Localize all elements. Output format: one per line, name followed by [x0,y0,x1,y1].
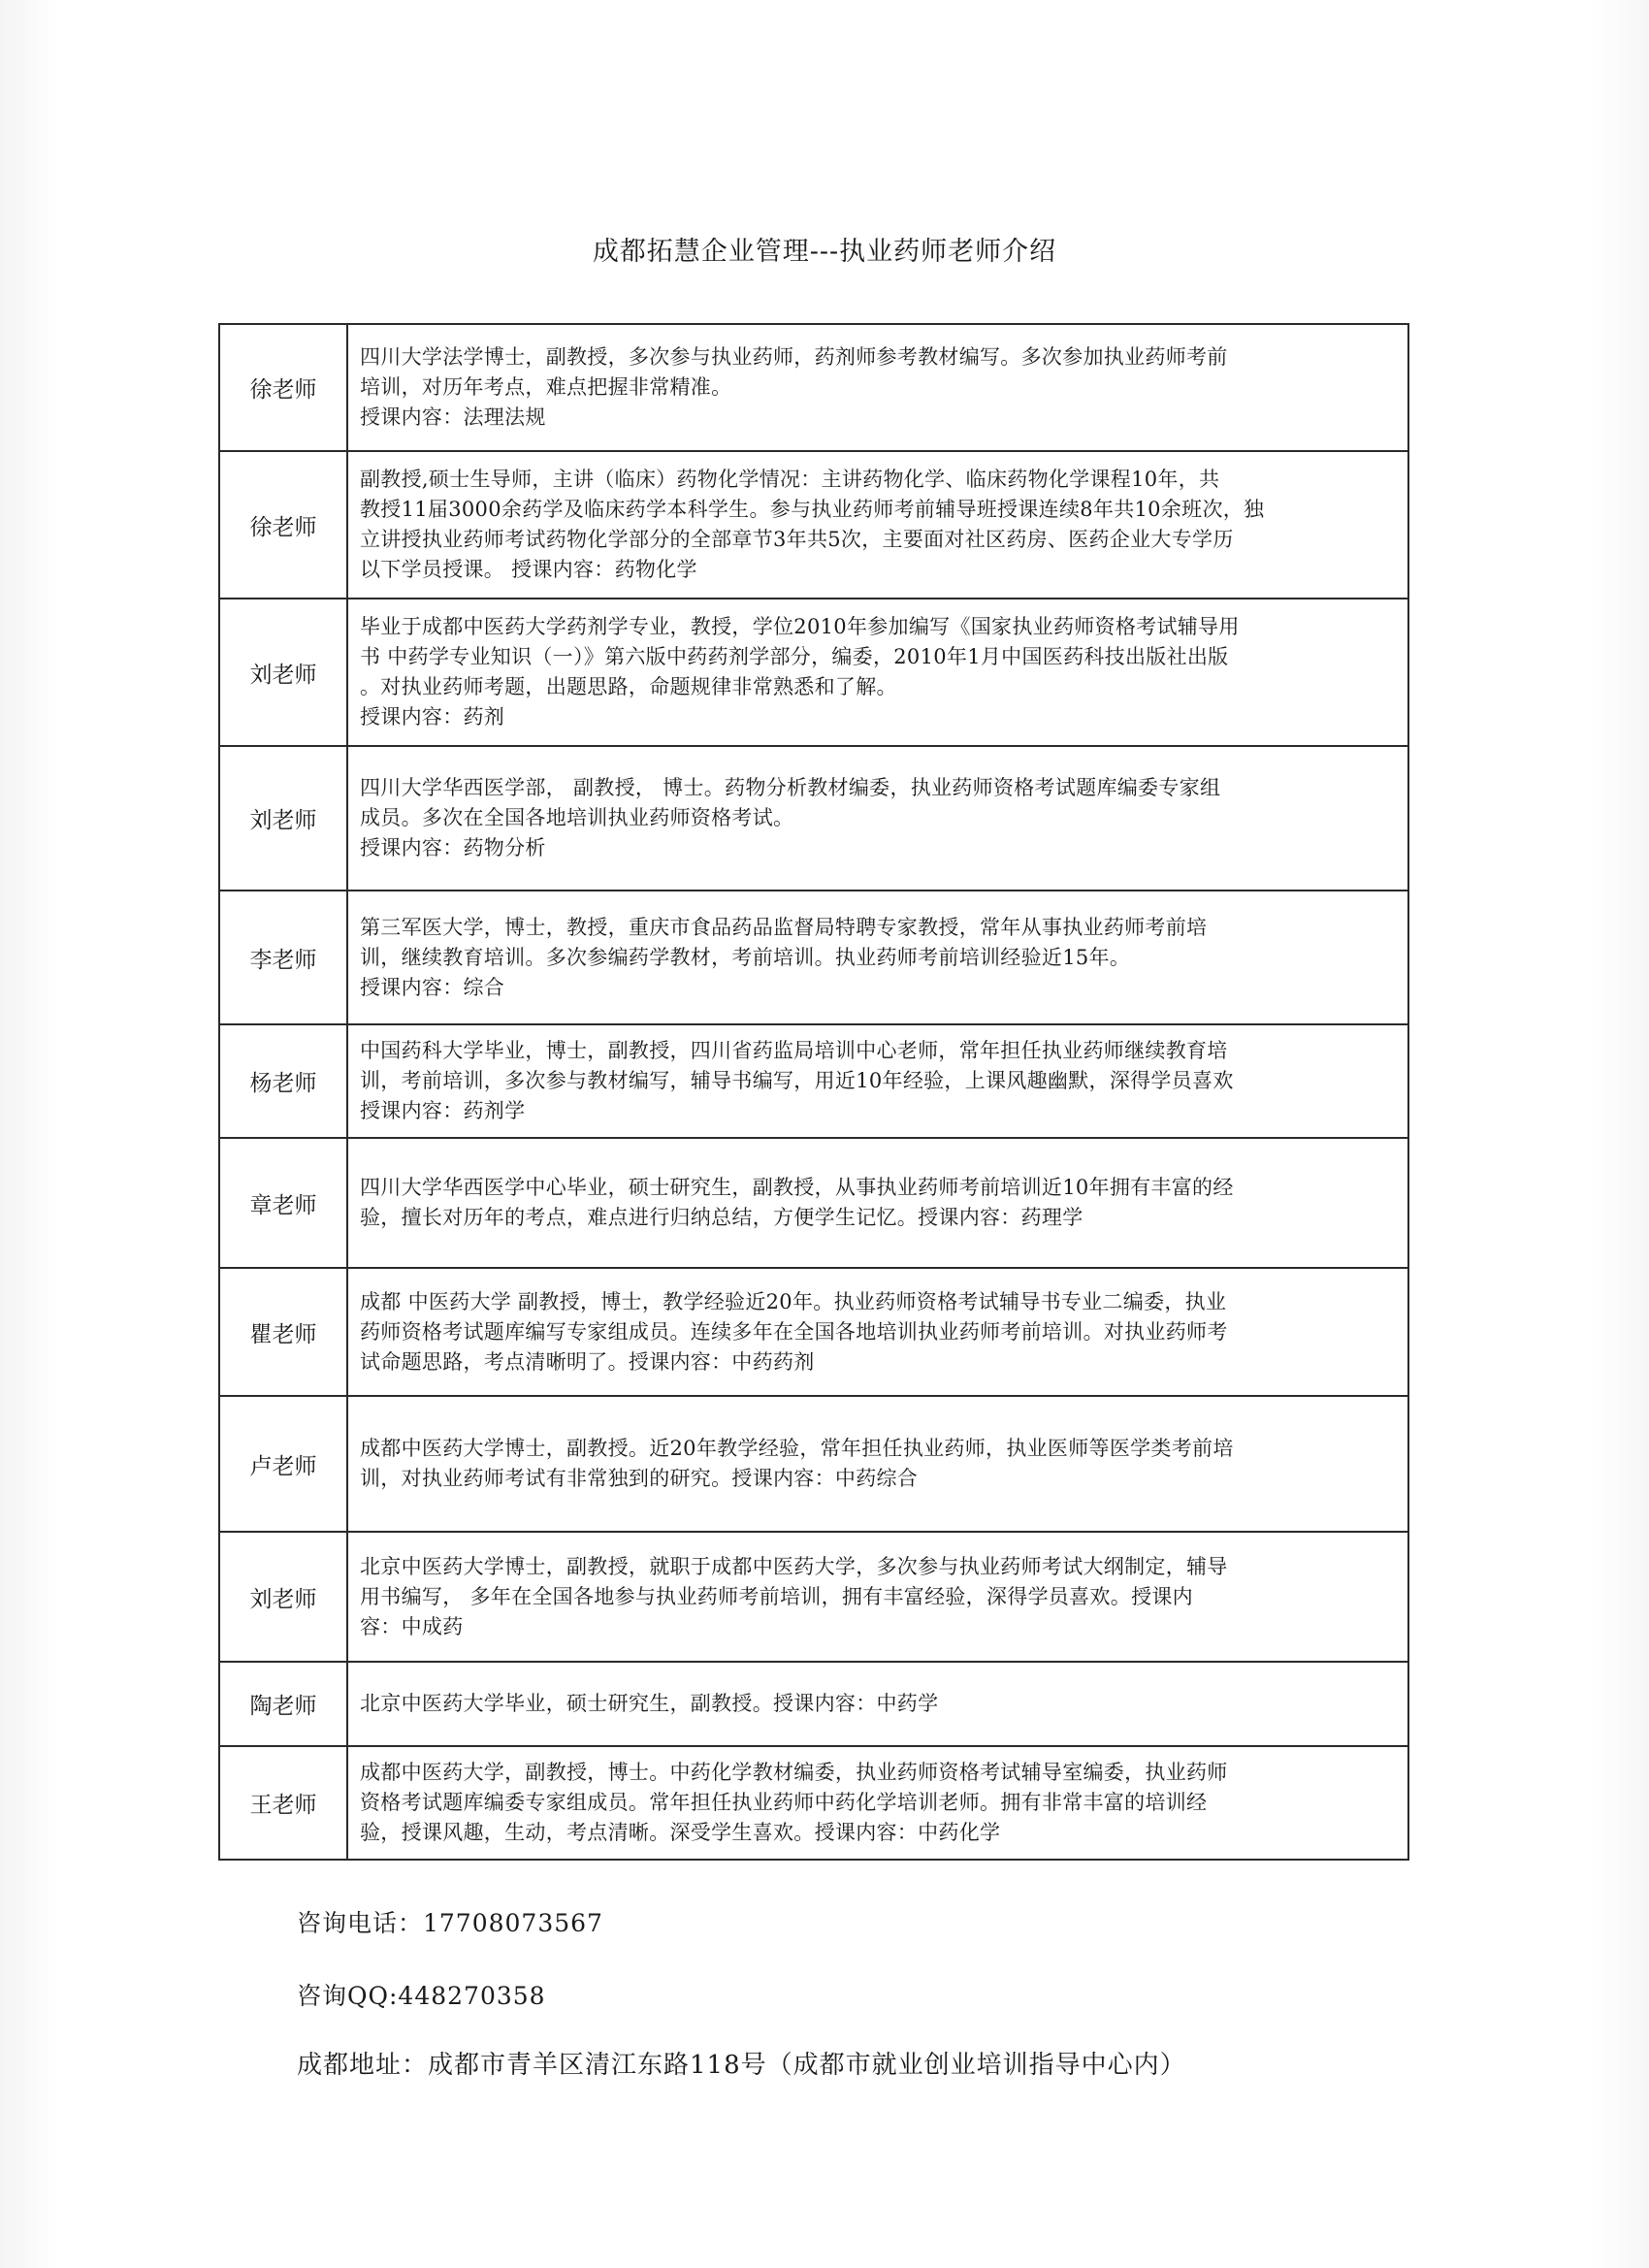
description-line: 授课内容：综合 [360,975,505,999]
table-row [219,1532,1408,1662]
description-line: 立讲授执业药师考试药物化学部分的全部章节3年共5次，主要面对社区药房、医药企业大专学历 [360,528,1234,551]
description-line: 四川大学华西医学中心毕业，硕士研究生，副教授，从事执业药师考前培训近10年拥有丰富的经 [360,1176,1234,1199]
table-row [219,746,1408,891]
teacher-description [347,451,1408,599]
description-line: 容：中成药 [360,1614,464,1638]
teacher-name: 陶老师 [219,1662,347,1746]
description-line: 成员。多次在全国各地培训执业药师资格考试。 [360,806,794,829]
table-row [219,1662,1408,1746]
contact-phone: 咨询电话：17708073567 [297,1909,603,1937]
description-line: 。对执业药师考题，出题思路，命题规律非常熟悉和了解。 [360,675,897,698]
description-line: 试命题思路，考点清晰明了。授课内容：中药药剂 [360,1349,815,1374]
contact-qq: 咨询QQ:448270358 [297,1982,546,2010]
description-line: 教授11届3000余药学及临床药学本科学生。参与执业药师考前辅导班授课连续8年共10余班次，独 [360,498,1265,521]
description-line: 用书编写， 多年在全国各地参与执业药师考前培训，拥有丰富经验，深得学员喜欢。授课内 [360,1584,1193,1608]
teacher-description [347,746,1408,891]
description-line: 成都中医药大学博士，副教授。近20年教学经验，常年担任执业药师，执业医师等医学类考前培 [360,1437,1234,1460]
table-row [219,1746,1408,1860]
teacher-description [347,1662,1408,1746]
description-line: 训，考前培训，多次参与教材编写，辅导书编写，用近10年经验，上课风趣幽默，深得学员喜欢 [360,1069,1234,1092]
teacher-name: 徐老师 [219,324,347,451]
teacher-name: 徐老师 [219,451,347,599]
teacher-name: 杨老师 [219,1024,347,1138]
description-line: 四川大学法学博士，副教授，多次参与执业药师，药剂师参考教材编写。多次参加执业药师考前 [360,345,1228,369]
description-line: 验，擅长对历年的考点，难点进行归纳总结，方便学生记忆。授课内容：药理学 [360,1206,1083,1229]
description-line: 副教授,硕士生导师，主讲（临床）药物化学情况：主讲药物化学、临床药物化学课程10年，共 [360,468,1220,491]
description-line: 成都中医药大学，副教授，博士。中药化学教材编委，执业药师资格考试辅导室编委，执业药师 [360,1761,1228,1784]
teacher-description [347,1746,1408,1860]
description-line: 第三军医大学，博士，教授，重庆市食品药品监督局特聘专家教授，常年从事执业药师考前培 [360,915,1208,939]
description-line: 四川大学华西医学部， 副教授， 博士。药物分析教材编委，执业药师资格考试题库编委专家组 [360,776,1221,799]
table-row [219,324,1408,451]
description-line: 北京中医药大学博士，副教授，就职于成都中医药大学，多次参与执业药师考试大纲制定，辅导 [360,1554,1228,1578]
teacher-name: 李老师 [219,891,347,1024]
description-line: 授课内容：法理法规 [360,405,546,429]
teacher-name: 刘老师 [219,1532,347,1662]
teacher-description [347,1024,1408,1138]
description-line: 培训，对历年考点，难点把握非常精准。 [360,375,732,399]
teacher-description [347,324,1408,451]
description-line: 验，授课风趣，生动，考点清晰。深受学生喜欢。授课内容：中药化学 [360,1821,1001,1844]
description-line: 毕业于成都中医药大学药剂学专业，教授，学位2010年参加编写《国家执业药师资格考试辅导用 [360,615,1240,638]
description-line: 北京中医药大学毕业，硕士研究生，副教授。授课内容：中药学 [360,1692,939,1715]
teacher-description [347,1532,1408,1662]
description-line: 药师资格考试题库编写专家组成员。连续多年在全国各地培训执业药师考前培训。对执业药师考 [360,1319,1228,1344]
description-line: 以下学员授课。 授课内容：药物化学 [360,558,697,581]
table-row [219,1138,1408,1268]
teacher-description [347,599,1408,746]
teacher-name: 章老师 [219,1138,347,1268]
table-row [219,1268,1408,1396]
description-line: 训，继续教育培训。多次参编药学教材，考前培训。执业药师考前培训经验近15年。 [360,945,1131,969]
teacher-name: 卢老师 [219,1396,347,1532]
contact-address: 成都地址：成都市青羊区清江东路118号（成都市就业创业培训指导中心内） [297,2051,1186,2080]
document-title: 成都拓慧企业管理---执业药师老师介绍 [592,237,1057,267]
table-row [219,1396,1408,1532]
table-row [219,599,1408,746]
description-line: 中国药科大学毕业，博士，副教授，四川省药监局培训中心老师，常年担任执业药师继续教育培 [360,1039,1228,1062]
teacher-name: 刘老师 [219,599,347,746]
table-row [219,1024,1408,1138]
teacher-name: 刘老师 [219,746,347,891]
table-row [219,891,1408,1024]
description-line: 成都 中医药大学 副教授，博士，教学经验近20年。执业药师资格考试辅导书专业二编委，执业 [360,1289,1227,1313]
description-line: 授课内容：药剂学 [360,1099,526,1122]
teacher-description [347,1268,1408,1396]
teacher-name: 王老师 [219,1746,347,1860]
teacher-description [347,1138,1408,1268]
description-line: 书 中药学专业知识（一）》第六版中药药剂学部分，编委，2010年1月中国医药科技出版社出版 [360,645,1229,668]
description-line: 资格考试题库编委专家组成员。常年担任执业药师中药化学培训老师。拥有非常丰富的培训经 [360,1791,1208,1814]
teacher-description [347,891,1408,1024]
table-row [219,451,1408,599]
description-line: 训，对执业药师考试有非常独到的研究。授课内容：中药综合 [360,1467,919,1490]
teacher-table [218,323,1409,1861]
teacher-description [347,1396,1408,1532]
description-line: 授课内容：药剂 [360,705,505,729]
description-line: 授课内容：药物分析 [360,836,546,859]
teacher-name: 瞿老师 [219,1268,347,1396]
